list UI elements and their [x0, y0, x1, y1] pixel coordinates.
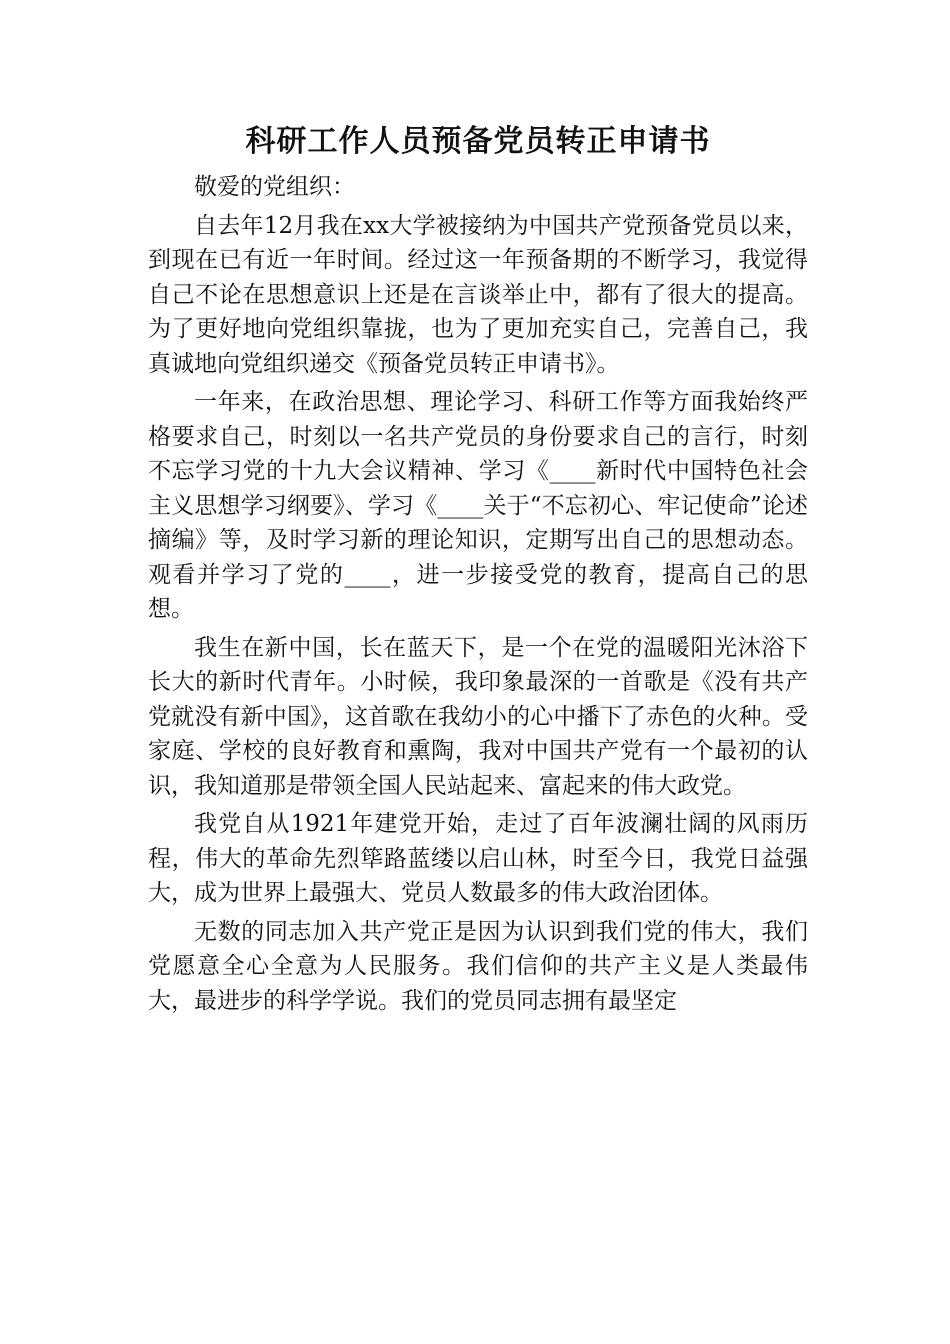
salutation: 敬爱的党组织：	[194, 174, 355, 200]
paragraph-2: 一年来，在政治思想、理论学习、科研工作等方面我始终严格要求自己，时刻以一名共产党员的身份要求自己的言行，时刻不忘学习党的十九大会议精神、学习《____新时代中国特色社会主义思想学习纲要》、学习《____关于“不忘初心、牢记使命”论述摘编》等，及时学习新的理论知识，定期写出自己的思想动态。观看并学习了党的____，进一步接受党的教育，提高自己的思想。	[148, 389, 808, 622]
paragraph-3: 我生在新中国，长在蓝天下，是一个在党的温暖阳光沐浴下长大的新时代青年。小时候，我印象最深的一首歌是《没有共产党就没有新中国》，这首歌在我幼小的心中播下了赤色的火种。受家庭、学校的良好教育和熏陶，我对中国共产党有一个最初的认识，我知道那是带领全国人民站起来、富起来的伟大政党。	[148, 634, 808, 799]
paragraph-4: 我党自从1921年建党开始，走过了百年波澜壮阔的风雨历程，伟大的革命先烈筚路蓝缕以启山林，时至今日，我党日益强大，成为世界上最强大、党员人数最多的伟大政治团体。	[148, 811, 808, 906]
document-title: 科研工作人员预备党员转正申请书	[245, 124, 711, 159]
paragraph-5: 无数的同志加入共产党正是因为认识到我们党的伟大，我们党愿意全心全意为人民服务。我们信仰的共产主义是人类最伟大，最进步的科学学说。我们的党员同志拥有最坚定	[148, 918, 808, 1014]
document-page	[148, 118, 808, 1018]
paragraph-1: 自去年12月我在xx大学被接纳为中国共产党预备党员以来，到现在已有近一年时间。经过这一年预备期的不断学习，我觉得自己不论在思想意识上还是在言谈举止中，都有了很大的提高。为了更好地向党组织靠拢，也为了更加充实自己，完善自己，我真诚地向党组织递交《预备党员转正申请书》。	[148, 212, 808, 377]
